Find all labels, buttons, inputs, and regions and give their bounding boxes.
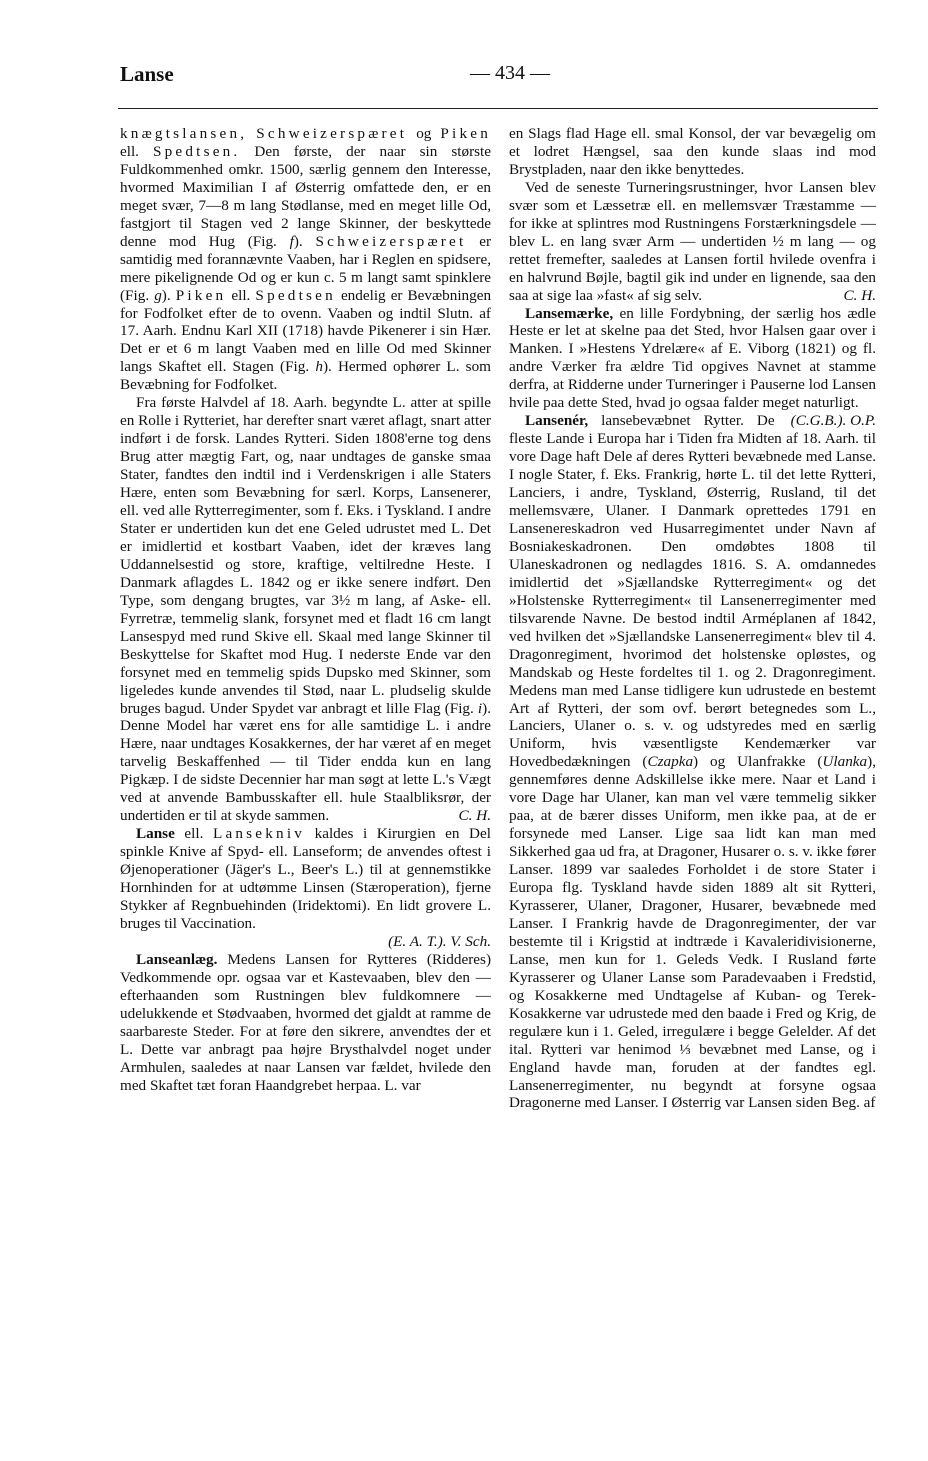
entry-paragraph (120, 125, 491, 394)
entry-paragraph (120, 825, 491, 933)
figure-ref: h (315, 358, 323, 376)
entry-headword: Lanseanlæg. (136, 950, 218, 968)
spaced-term: Schweizerspæret (315, 232, 467, 250)
spaced-term: Spedtsen. (152, 142, 241, 160)
spaced-term: Schweizerspæret (256, 125, 408, 142)
text: ). (161, 286, 171, 304)
text: Fra første Halvdel af 18. Aarh. begyndte L. atter at spille en Rolle i Rytteriet, har derefter snart været aflagt, snart atter indført i de forsk. Landes Rytteri. Siden 1808'erne tog dens Brug atter mægtig Fart, og, naar undtages de ganske smaa Stater, fandtes den indtil ind i Verdenskrigen i alle Staters Hære, enten som Bevæbning for særl. Korps, Lansenerer, ell. ved alle Rytterregimenter, som f. Eks. i Tyskland. I andre Stater er undertiden kun det ene Geled udrustet med L. Det er imidlertid et kostbart Vaaben, idet der kræves lang Uddannelsestid og store, kraftige, veltilredne Heste. I Danmark aflagdes L. 1842 og er ikke senere indført. Den Type, som dengang brugtes, var 3½ m lang, af Aske- ell. Fyrretræ, temmelig slank, forsynet med et fladt 16 cm langt Lansespyd med rund Skive ell. Skaal med lange Skinner til Beskyttelse for Skaftet mod Hug. I nederste Ende var den forsynet med en temmelig spids Dupsko med Skinner, som ligeledes kunde anvendes til Stød, naar L. pludselig skulde bruges bagud. Under Spydet var anbragt et lille Flag (Fig. (120, 394, 491, 717)
page-number: — 434 — (470, 62, 550, 84)
figure-ref: g (154, 286, 162, 304)
text: kaldes i Kirurgien en Del spinkle Knive af Spyd- ell. Lanseform; de anvendes oftest i Øjenoperationer (Jäger's L., Beer's L.) til at gennemstikke Hornhinden for at udtømme Linsen (Stæroperation), fjerne Stykker af Regnbuehinden (Iridektomi). En lidt grovere L. bruges til Vaccination. (120, 825, 491, 932)
text: ). (293, 232, 303, 250)
running-headword: Lanse (120, 62, 174, 86)
header-rule (118, 108, 878, 109)
right-column (509, 125, 876, 1112)
entry-headword: Lanse (136, 825, 175, 843)
text: ell. (184, 825, 204, 843)
author-signature: C. H. (843, 286, 876, 304)
text: er samtidig med forannævnte Vaaben, har i Reglen en spidsere, mere pikelignende Od og er kun c. 5 m langt samt spinklere (Fig. (120, 232, 492, 304)
spaced-term: Lansekniv (212, 825, 306, 843)
author-signature: C. H. (458, 807, 491, 825)
text: endelig er Bevæbningen for Fodfolket efter de to ovenn. Vaaben og indtil Slutn. af 17. Aarh. Endnu Karl XII (1718) havde Pikenerer i sin Hær. Det er et 6 m langt Vaaben med en lille Od med Skinner langs Skaftet ell. Stagen (Fig. (120, 286, 492, 376)
entry-paragraph (509, 412, 876, 1112)
text: ), gennemføres denne Adskillelse ikke mere. Naar et Land i vore Dage har Ulaner, kan man vel være temmelig sikker paa, at de bærer disses Uniform, men ikke paa, at de er forsynede med Lanser. Lige saa lidt kan man med Sikkerhed gaa ud fra, at Dragoner, Husarer o. s. v. ikke fører Lanser. 1899 var saaledes Forholdet i de store Stater i Europa flg. Tyskland havde siden 1889 alt sit Rytteri, Kyrasserer, Ulaner, Dragoner, Husarer, bevæbnede med Lanser. I Frankrig havde de Dragonregimenter, der var bestemte til i Krigstid at indtræde i Kavaleridivisionerne, Lanse, men kun for 1. Geleds Vedk. I Rusland førte Kyrasserer og Ulaner Lanse som Paradevaaben i Fredstid, og Kosakkerne med Undtagelse af Kuban- og Terek-Kosakkerne var udrustede med den baade i Fred og Krig, de regulære kun i 1. Geled, irregulære i begge Gelelder. Af det ital. Rytteri var henimod ⅓ bevæbnet med Lanse, og i England havde man, foruden at der fandtes egl. Lansenerregimenter, nu begyndt at forsyne ogsaa Dragonerne med Lanser. I Østerrig var Lansen siden Beg. af (509, 753, 876, 1112)
entry-headword: Lansenér, (525, 412, 589, 430)
entry-paragraph (509, 179, 876, 305)
text: lansebevæbnet Rytter. De fleste Lande i Europa har i Tiden fra Midten af 18. Aarh. til vore Dage haft Dele af deres Rytteri bevæbnede med Lanse. I nogle Stater, f. Eks. Frankrig, hørte L. til det lette Rytteri, Lanciers, i andre, Tyskland, Østerrig, Rusland, til det mellemsvære, Ulaner. I Danmark oprettedes 1791 en Lansenereskadron ved Husarregimentet under Navn af Bosniakeskadronen. Den omdøbtes 1808 til Ulaneskadronen og nedlagdes 1816. S. A. omdannedes imidlertid det »Sjællandske Rytterregiment« og det »Holstenske Rytterregiment« til Lansenerregimenter med tilsvarende Navne. De bestod indtil Arméplanen af 1842, ved hvilken det »Sjællandske Lansenerregiment« blev til 4. Dragonregiment, hvorimod det holstenske opløstes, og Mandskab og Heste fordeltes til 1. og 2. Dragonregiment. Medens man med Lanse tidligere kun udrustede en bestemt Art af Rytteri, der som ovf. berørt betegnedes som L., Lanciers, Ulaner o. s. v. og udstyredes med en særlig Uniform, hvis væsentligste Kendemærker var Hovedbedækningen ( (509, 412, 876, 771)
text: Ved de seneste Turneringsrustninger, hvor Lansen blev svær som et Læssetræ ell. en mellemsvær Træstamme — for ikke at splintres mod Rustningens Forstærkningsdele — blev L. en lang svær Arm — undertiden ½ m lang — og rettet fremefter, saaledes at Lansen fortil hvilede ovenfra i en halvrund Bøjle, bagtil gik ind under en lignende, saa den saa at sige laa »fast« af sig selv. (509, 178, 876, 304)
author-signature: (E. A. T.). V. Sch. (388, 932, 491, 950)
text: ). Denne Model har været ens for alle samtidige L. i andre Hære, naar undtages Kosakkernes, der har været af en meget tarvelig Beskaffenhed — til Tider endda kun en lang Pigkæp. I de sidste Decennier har man søgt at lette L.'s Vægt ved at anvende Bambusskafter ell. hule Staalbliksrør, der undertiden er til at skyde sammen. (120, 699, 491, 825)
entry-paragraph (509, 125, 876, 179)
italic-term: Czapka (647, 753, 694, 771)
italic-term: Ulanka (822, 753, 868, 771)
text: en Slags flad Hage ell. smal Konsol, der var bevægelig om et lodret Hængsel, saa den kunde slaas ind mod Brystpladen, naar den ikke benyttedes. (509, 125, 876, 178)
text: Den første, der naar sin største Fuldkommenhed omkr. 1500, særlig gennem den Interesse, hvormed Maximilian I af Østerrig omfattede den, er en meget svær, 7—8 m lang Stødlanse, med en meget lille Od, fastgjort til Stagen ved 2 lange Skinner, der beskyttede denne mod Hug (Fig. (120, 142, 491, 250)
page-header (120, 62, 876, 92)
text: ell. (120, 142, 139, 160)
figure-ref: f (289, 232, 294, 250)
entry-paragraph (120, 394, 491, 825)
text: en lille Fordybning, der særlig hos ædle Heste er let at skelne paa det Sted, hvor Halsen gaar over i Manken. I »Hestens Ydrelære« af E. Viborg (1821) og fl. andre Værker fra ældre Tid opgives Navnet at stamme derfra, at Ridderne under Turneringer i Pauserne lod Lansen hvile paa dette Sted, hvad jo ogsaa falder meget naturligt. (509, 304, 877, 412)
text: ). Hermed ophører L. som Bevæbning for Fodfolket. (120, 358, 491, 394)
entry-paragraph (120, 951, 491, 1095)
spaced-term: Piken (175, 286, 227, 304)
spaced-term: Spedtsen (255, 286, 336, 304)
text: og (416, 125, 432, 142)
author-signature: (C.G.B.). O.P. (790, 412, 876, 430)
left-column (120, 125, 491, 1094)
text: Medens Lansen for Rytteres (Ridderes) Vedkommende opr. ogsaa var et Kastevaaben, blev den — efterhaanden som Rustningen blev fuldkomnere — udelukkende et Stødvaaben, hvormed det gjaldt at ramme de saarbareste Steder. For at føre den sikrere, anvendtes der et L. Dette var anbragt paa højre Brysthalvdel noget under Armhulen, saaledes at naar Lansen var fældet, hvilede den med Skaftet tæt foran Haandgrebet herpaa. L. var (120, 950, 492, 1094)
figure-ref: i (477, 699, 483, 717)
spaced-term: knægtslansen, (120, 125, 248, 142)
text: ell. (231, 286, 251, 304)
entry-headword: Lansemærke, (525, 304, 614, 322)
text: ) og Ulanfrakke ( (693, 753, 823, 771)
spaced-term: Piken (440, 125, 491, 142)
